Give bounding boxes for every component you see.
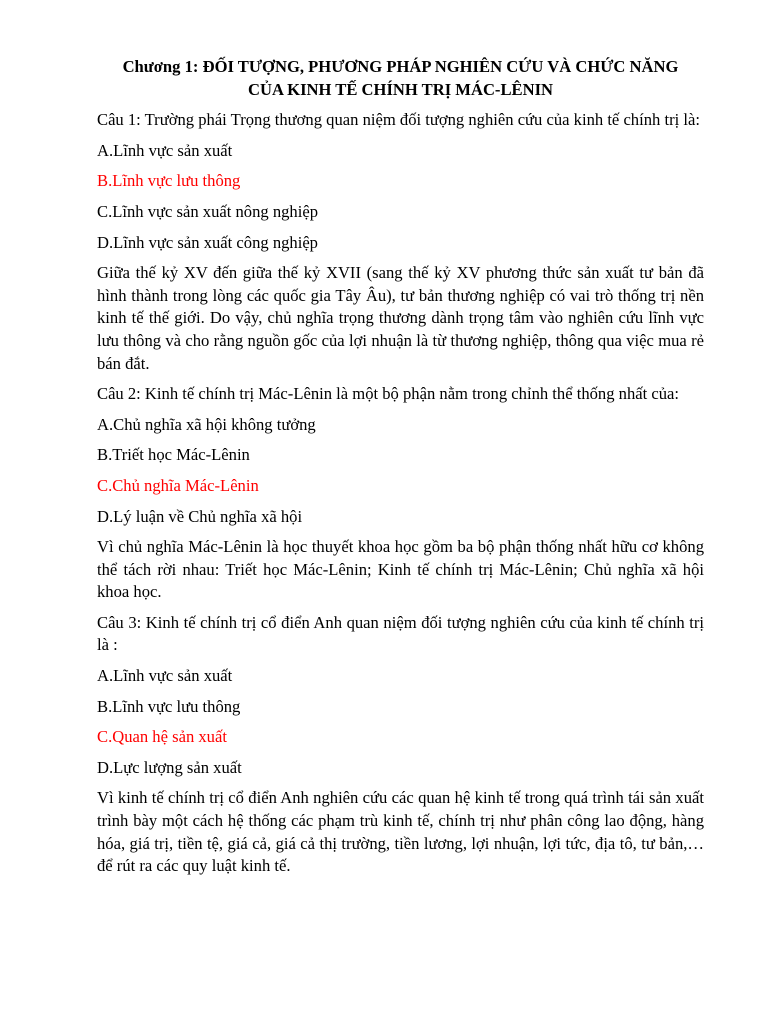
question-block-3 <box>97 612 704 878</box>
question-1-option-a: A.Lĩnh vực sản xuất <box>97 140 233 160</box>
question-2-text: Câu 2: Kinh tế chính trị Mác-Lênin là một bộ phận nằm trong chỉnh thể thống nhất của: <box>97 384 680 404</box>
question-3-option-d: D.Lực lượng sản xuất <box>97 757 242 777</box>
chapter-title <box>97 56 704 101</box>
question-3-option-b: B.Lĩnh vực lưu thông <box>97 696 241 716</box>
question-1-option-c: C.Lĩnh vực sản xuất nông nghiệp <box>97 201 318 221</box>
question-1-text: Câu 1: Trường phái Trọng thương quan niệm đối tượng nghiên cứu của kinh tế chính trị là: <box>97 110 700 130</box>
question-3-option-c-correct: C.Quan hệ sản xuất <box>97 727 227 747</box>
question-3-option-a: A.Lĩnh vực sản xuất <box>97 666 233 686</box>
question-2-option-c-correct: C.Chủ nghĩa Mác-Lênin <box>97 475 259 495</box>
chapter-title-line-2: CỦA KINH TẾ CHÍNH TRỊ MÁC-LÊNIN <box>247 79 554 99</box>
question-block-2 <box>97 383 704 604</box>
question-2-explanation: Vì chủ nghĩa Mác-Lênin là học thuyết khoa học gồm ba bộ phận thống nhất hữu cơ không thể tách rời nhau: Triết học Mác-Lênin; Kinh tế chính trị Mác-Lênin; Chủ nghĩa xã hội khoa học. <box>97 537 704 602</box>
question-3-explanation: Vì kinh tế chính trị cổ điển Anh nghiên cứu các quan hệ kinh tế trong quá trình tái sản xuất trình bày một cách hệ thống các phạm trù kinh tế, chính trị như phân công lao động, hàng hóa, giá trị, tiền tệ, giá cả, giá cả thị trường, tiền lương, lợi nhuận, lợi tức, địa tô, tư bản,… để rút ra các quy luật kinh tế. <box>97 788 704 876</box>
question-2-option-a: A.Chủ nghĩa xã hội không tưởng <box>97 414 316 434</box>
question-1-explanation: Giữa thế kỷ XV đến giữa thế kỷ XVII (sang thế kỷ XV phương thức sản xuất tư bản đã hình thành trong lòng các quốc gia Tây Âu), tư bản thương nghiệp có vai trò thống trị nền kinh tế thế giới. Do vậy, chủ nghĩa trọng thương dành trọng tâm vào nghiên cứu lĩnh vực lưu thông và cho rằng nguồn gốc của lợi nhuận là từ thương nghiệp, thông qua việc mua rẻ bán đắt. <box>97 263 704 373</box>
question-2-option-b: B.Triết học Mác-Lênin <box>97 445 250 465</box>
question-3-text: Câu 3: Kinh tế chính trị cổ điển Anh quan niệm đối tượng nghiên cứu của kinh tế chính trị là : <box>97 612 704 655</box>
question-1-option-d: D.Lĩnh vực sản xuất công nghiệp <box>97 232 318 252</box>
chapter-title-line-1: Chương 1: ĐỐI TƯỢNG, PHƯƠNG PHÁP NGHIÊN CỨU VÀ CHỨC NĂNG <box>122 57 679 76</box>
question-1-option-b-correct: B.Lĩnh vực lưu thông <box>97 171 241 191</box>
question-block-1 <box>97 109 704 375</box>
question-2-option-d: D.Lý luận về Chủ nghĩa xã hội <box>97 506 303 526</box>
